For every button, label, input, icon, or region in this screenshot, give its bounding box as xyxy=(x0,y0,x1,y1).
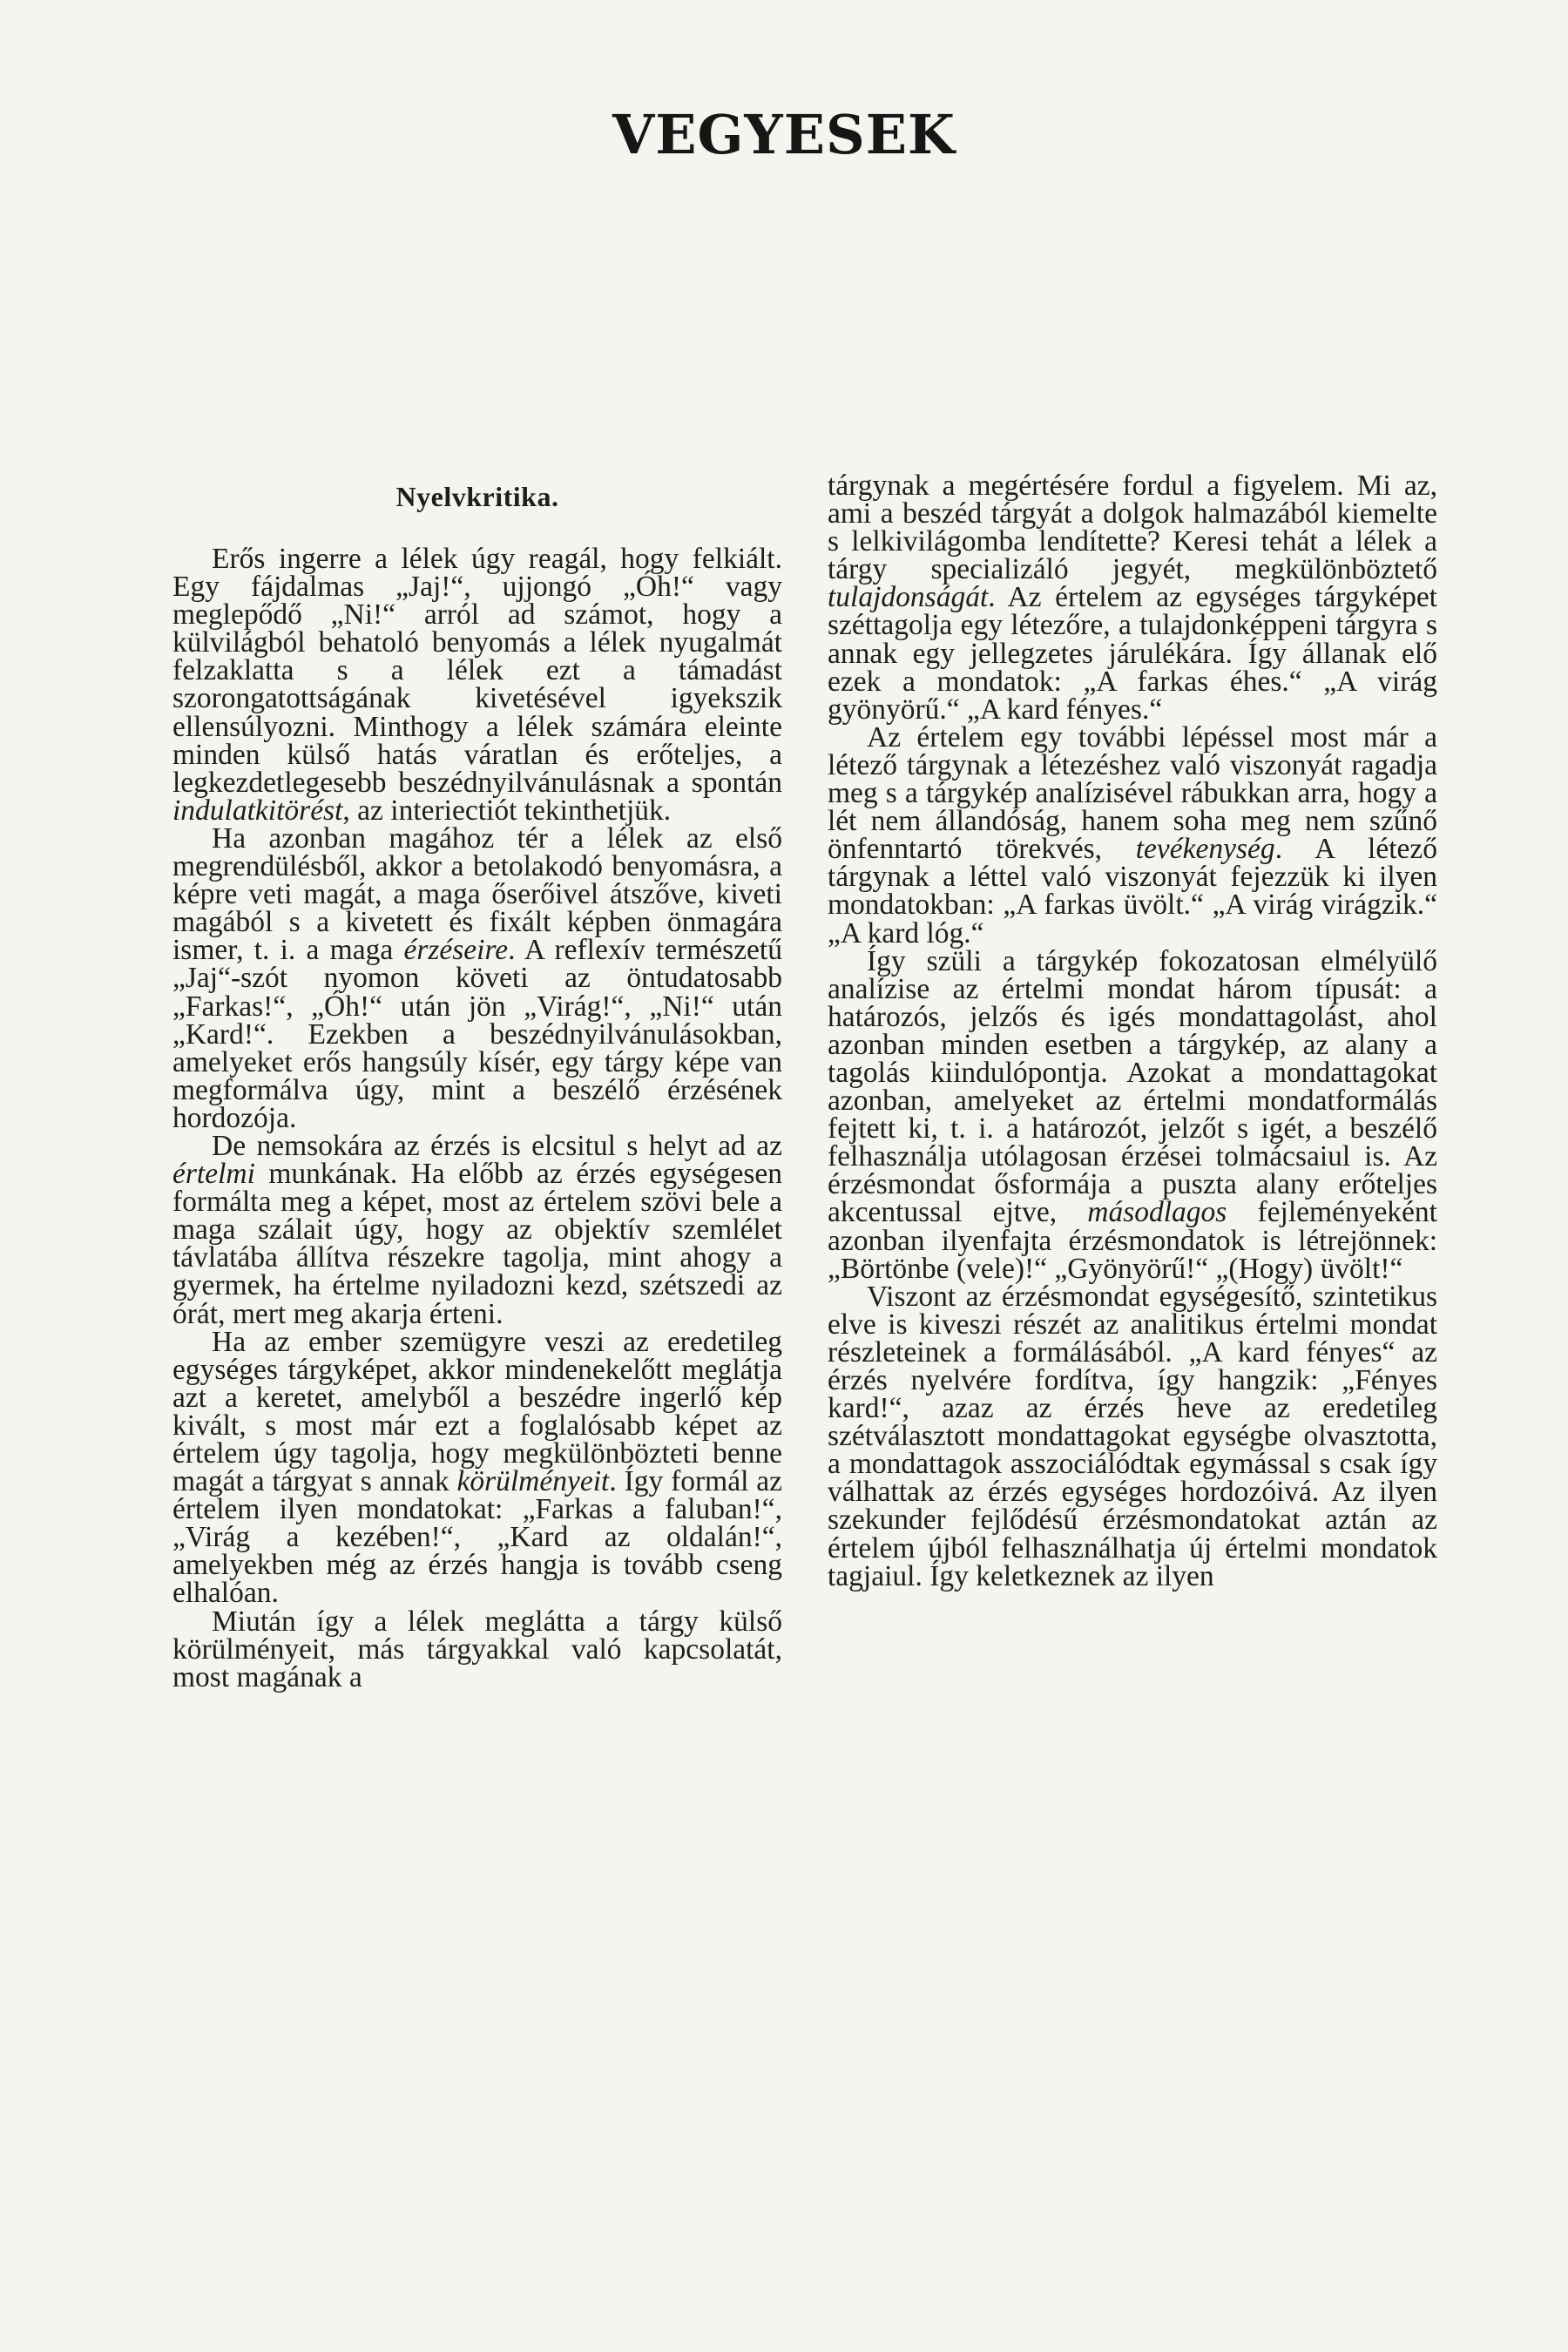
right-column xyxy=(828,472,1437,1591)
paragraph: Ha azonban magához tér a lélek az első megrendülésből, akkor a betolakodó benyomásra, a képre veti magát, a maga őserőivel átszőve, kiveti magából s a kivetett és fixált képben önmagára ismer, t. i. a maga érzéseire. A reflexív természetű „Jaj“-szót nyomon követi az öntudatosabb „Farkas!“, „Óh!“ után jön „Virág!“, „Ni!“ után „Kard!“. Ezekben a beszédnyilvánulásokban, amelyeket erős hangsúly kísér, egy tárgy képe van megformálva úgy, mint a beszélő érzésének hordozója. xyxy=(172,821,782,1134)
paragraph: De nemsokára az érzés is elcsitul s helyt ad az értelmi munkának. Ha előbb az érzés egységesen formálta meg a képet, most az értelem szövi bele a maga szálait úgy, hogy az objektív szemlélet távlatába állítva részekre tagolja, mint ahogy a gyermek, ha értelme nyiladozni kezd, szétszedi az órát, mert meg akarja érteni. xyxy=(172,1129,782,1330)
paragraph: Viszont az érzésmondat egységesítő, szintetikus elve is kiveszi részét az analitikus értelmi mondat részleteinek a formálásából. „A kard fényes“ az érzés nyelvére fordítva, így hangzik: „Fényes kard!“, azaz az érzés heve az eredetileg szétválasztott mondattagokat egységbe olvasztotta, a mondattagok asszociálódtak egymással s csak így válhattak az érzés egységes hordozóivá. Az ilyen szekunder fejlődésű érzésmondatokat aztán az értelem újból felhasználhatja új értelmi mondatok tagjaiul. Így keletkeznek az ilyen xyxy=(828,1280,1437,1592)
paragraph: Így szüli a tárgykép fokozatosan elmélyülő analízise az értelmi mondat három típusát: a határozós, jelzős és igés mondattagolást, ahol azonban minden esetben a tárgykép, az alany a tagolás kiindulópontja. Azokat a mondattagokat azonban, amelyeket az értelmi mondatformálás fejtett ki, t. i. a határozót, jelzőt s igét, a beszélő felhasználja utólagosan érzései tolmácsaiul is. Az érzésmondat ősformája a puszta alany erőteljes akcentussal ejtve, másodlagos fejleményeként azonban ilyenfajta érzésmondatok is létrejönnek: „Börtönbe (vele)!“ „Gyönyörű!“ „(Hogy) üvölt!“ xyxy=(828,944,1437,1285)
paragraph: tárgynak a megértésére fordul a figyelem. Mi az, ami a beszéd tárgyát a dolgok halmazából kiemelte s lelkivilágomba lendítette? Keresi tehát a lélek a tárgy specializáló jegyét, megkülönböztető tulajdonságát. Az értelem az egységes tárgyképet széttagolja egy létezőre, a tulajdonképpeni tárgyra s annak egy jellegzetes járulékára. Így állanak elő ezek a mondatok: „A farkas éhes.“ „A virág gyönyörű.“ „A kard fényes.“ xyxy=(828,470,1437,726)
paragraph: Miután így a lélek meglátta a tárgy külső körülményeit, más tárgyakkal való kapcsolatát, most magának a xyxy=(172,1605,782,1693)
right-column-body xyxy=(828,472,1437,1591)
paragraph: Ha az ember szemügyre veszi az eredetileg egységes tárgyképet, akkor mindenekelőtt meglátja azt a keretet, amelyből a beszédre ingerlő kép kivált, s most már ezt a foglalósabb képet az értelem úgy tagolja, hogy megkülönbözteti benne magát a tárgyat s annak körülményeit. Így formál az értelem ilyen mondatokat: „Farkas a faluban!“, „Virág a kezében!“, „Kard az oldalán!“, amelyekben még az érzés hangja is tovább cseng elhalóan. xyxy=(172,1325,782,1610)
article-heading: Nyelvkritika. xyxy=(395,481,559,512)
page-title: VEGYESEK xyxy=(612,103,956,166)
paragraph: Az értelem egy további lépéssel most már a létező tárgynak a létezéshez való viszonyát ragadja meg s a tárgykép analízisével rábukkan arra, hogy a lét nem állandóság, hanem soha meg nem szűnő önfenntartó törekvés, tevékenység. A létező tárgynak a léttel való viszonyát fejezzük ki ilyen mondatokban: „A farkas üvölt.“ „A virág virágzik.“ „A kard lóg.“ xyxy=(828,720,1437,950)
left-column xyxy=(172,472,782,1692)
left-column-body xyxy=(172,545,782,1692)
paragraph: Erős ingerre a lélek úgy reagál, hogy felkiált. Egy fájdalmas „Jaj!“, ujjongó „Óh!“ vagy meglepődő „Ni!“ arról ad számot, hogy a külvilágból behatoló benyomás a lélek nyugalmát felzaklatta s a lélek ezt a támadást szorongatottságának kivetésével igyekszik ellensúlyozni. Minthogy a lélek számára eleinte minden külső hatás váratlan és erőteljes, a legkezdetlegesebb beszédnyilvánulásnak a spontán indulatkitörést, az interiectiót tekinthetjük. xyxy=(172,543,782,827)
